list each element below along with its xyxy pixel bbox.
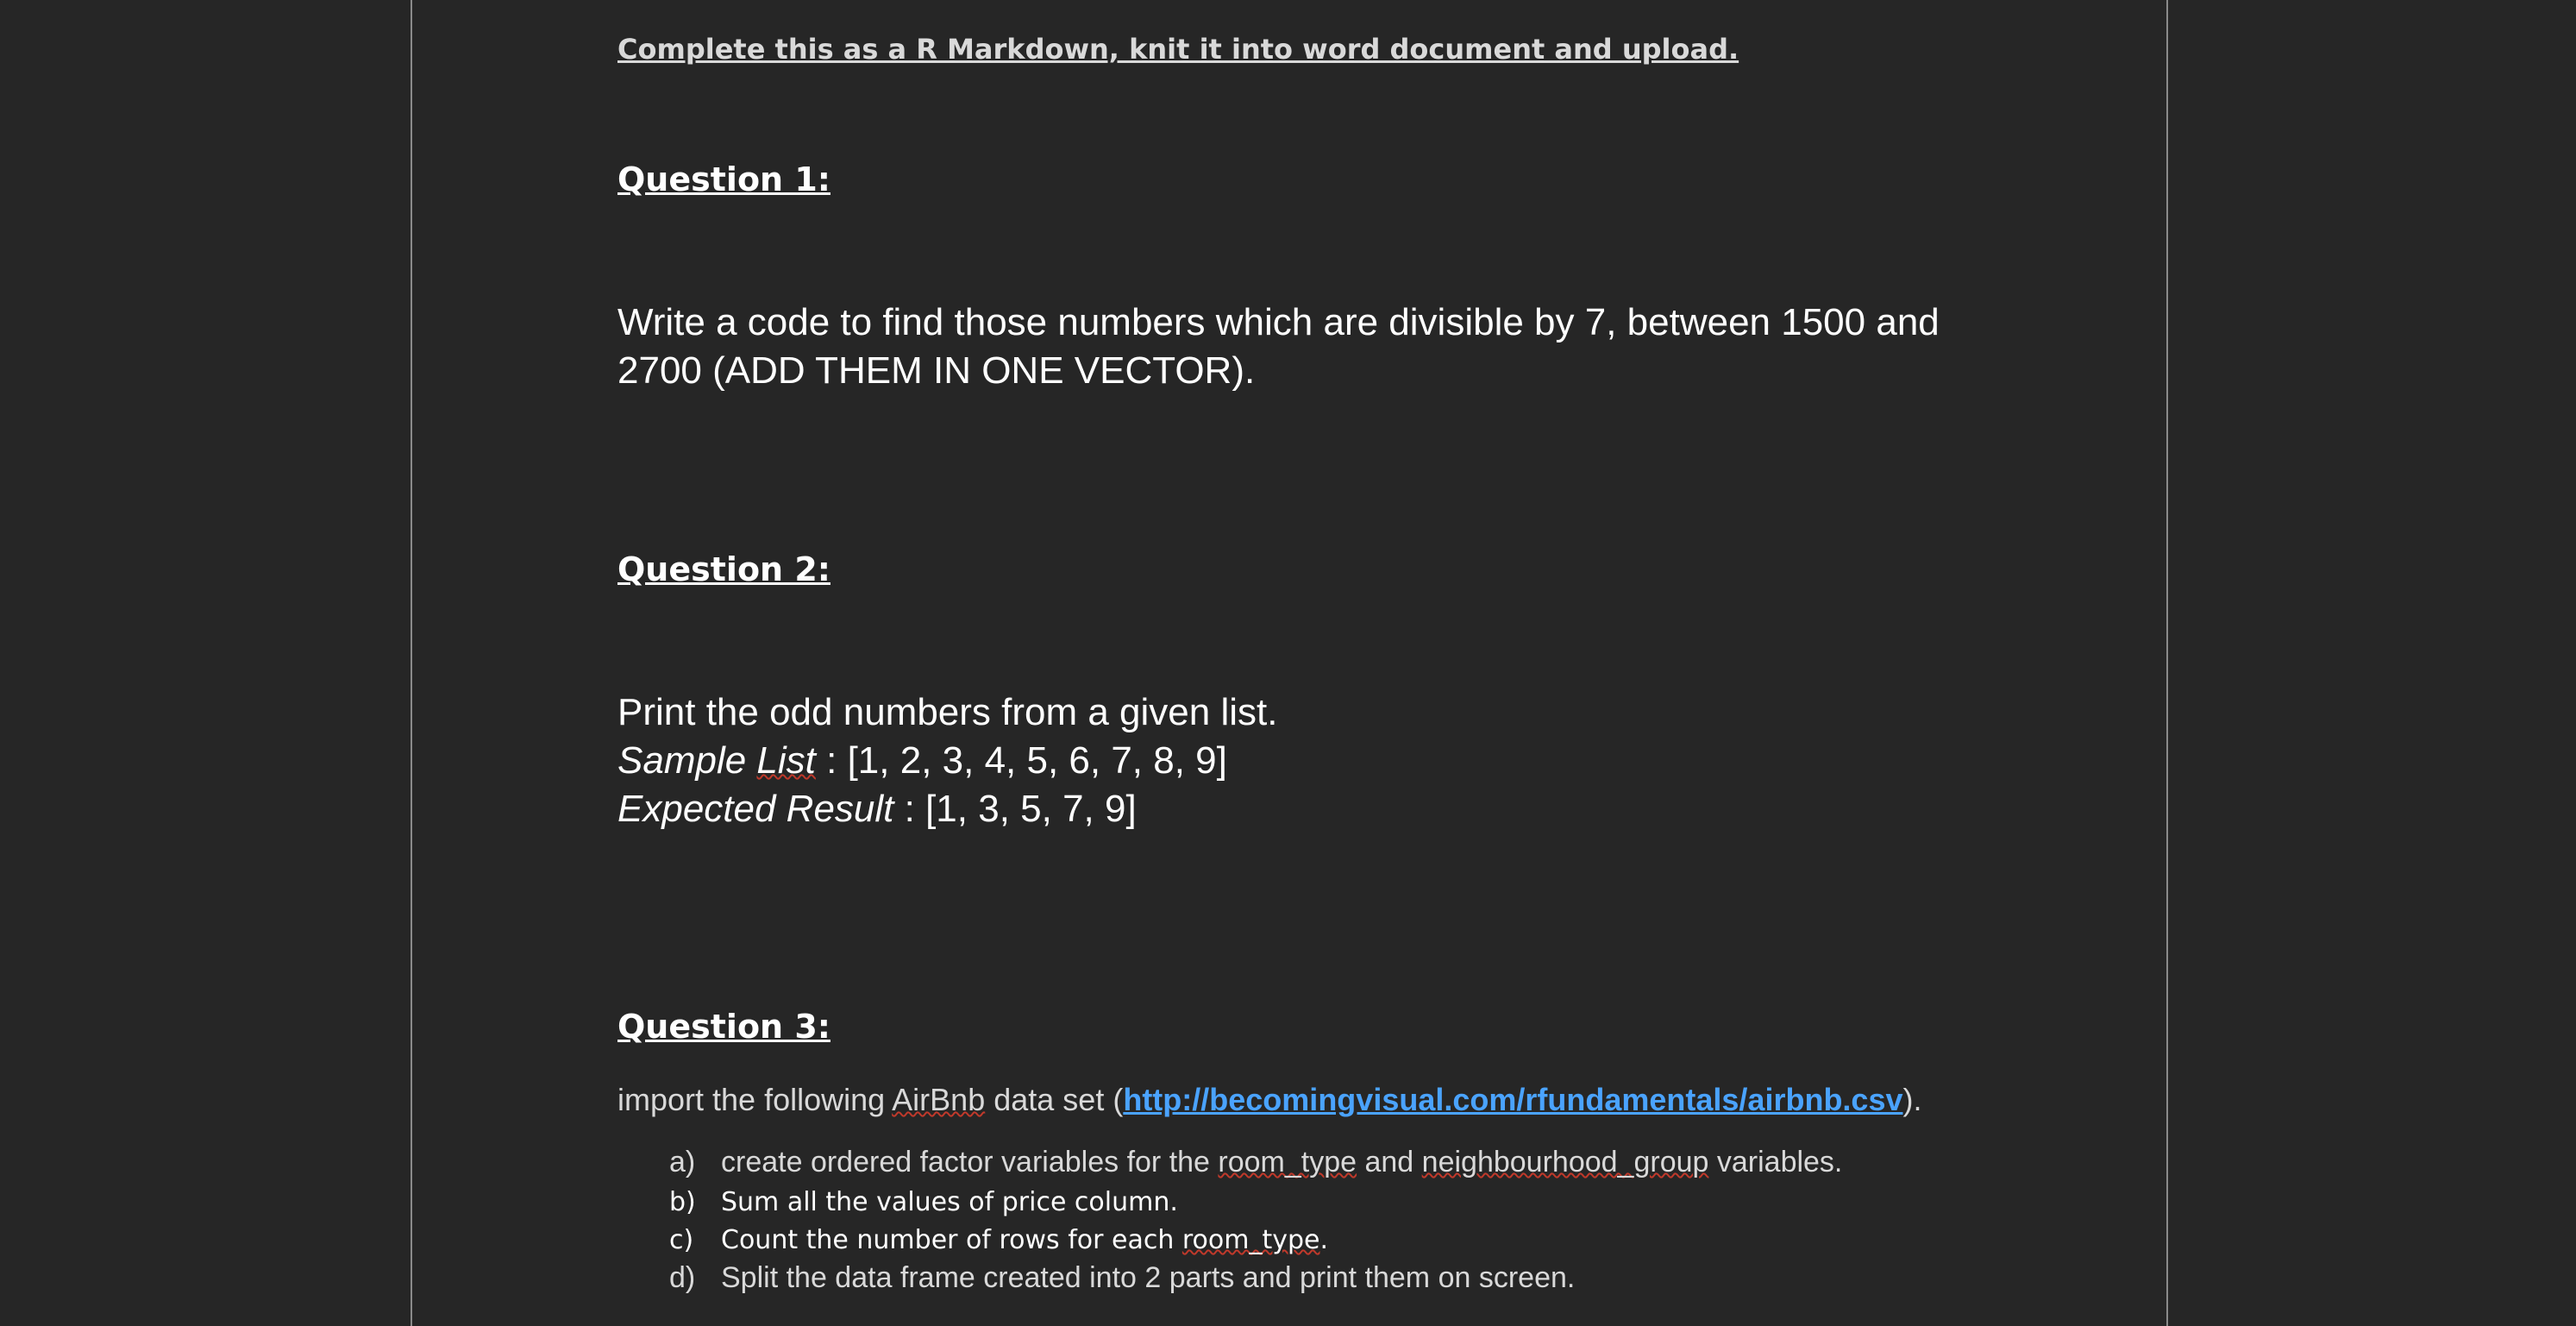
question-3-heading: Question 3: — [617, 1008, 830, 1046]
question-3-intro — [617, 1082, 1922, 1118]
list-item-text: Count the number of rows for each room_type. — [721, 1225, 1329, 1255]
question-2-heading: Question 2: — [617, 550, 830, 588]
list-marker: d) — [669, 1261, 696, 1294]
list-item-text: Split the data frame created into 2 parts and print them on screen. — [721, 1261, 1576, 1294]
question-1-line-2: 2700 (ADD THEM IN ONE VECTOR). — [617, 349, 1256, 392]
question-1-line-1: Write a code to find those numbers which are divisible by 7, between 1500 and — [617, 301, 1940, 343]
expected-result-line — [617, 785, 1137, 833]
list-item-d — [669, 1261, 1575, 1295]
question-2-line-1: Print the odd numbers from a given list. — [617, 691, 1278, 733]
expected-label: Expected Result — [617, 788, 894, 830]
list-marker: c) — [669, 1225, 694, 1255]
intro-b: data set ( — [985, 1082, 1124, 1117]
list-item-a — [669, 1146, 1842, 1179]
instruction-text: Complete this as a R Markdown, knit it into word document and upload. — [617, 33, 1739, 66]
expected-value: : [1, 3, 5, 7, 9] — [893, 788, 1137, 830]
list-marker: a) — [669, 1146, 696, 1178]
list-item-text: Sum all the values of price column. — [721, 1187, 1178, 1217]
intro-c: ). — [1902, 1082, 1922, 1117]
intro-a: import the following — [617, 1082, 893, 1117]
sample-list-line — [617, 737, 1227, 785]
list-marker: b) — [669, 1187, 696, 1217]
sample-value: : [1, 2, 3, 4, 5, 6, 7, 8, 9] — [815, 739, 1227, 782]
sample-label-a: Sample — [617, 739, 757, 782]
list-item-text: create ordered factor variables for the room_type and neighbourhood_group variables. — [721, 1146, 1843, 1178]
airbnb-dataset-link[interactable]: http://becomingvisual.com/rfundamentals/airbnb.csv — [1123, 1082, 1903, 1117]
list-item-c — [669, 1225, 1328, 1255]
list-item-b — [669, 1187, 1178, 1217]
question-1-heading: Question 1: — [617, 160, 830, 198]
sample-label-b: List — [756, 739, 816, 782]
intro-airbnb: AirBnb — [892, 1082, 986, 1117]
document-page — [411, 0, 2168, 1326]
